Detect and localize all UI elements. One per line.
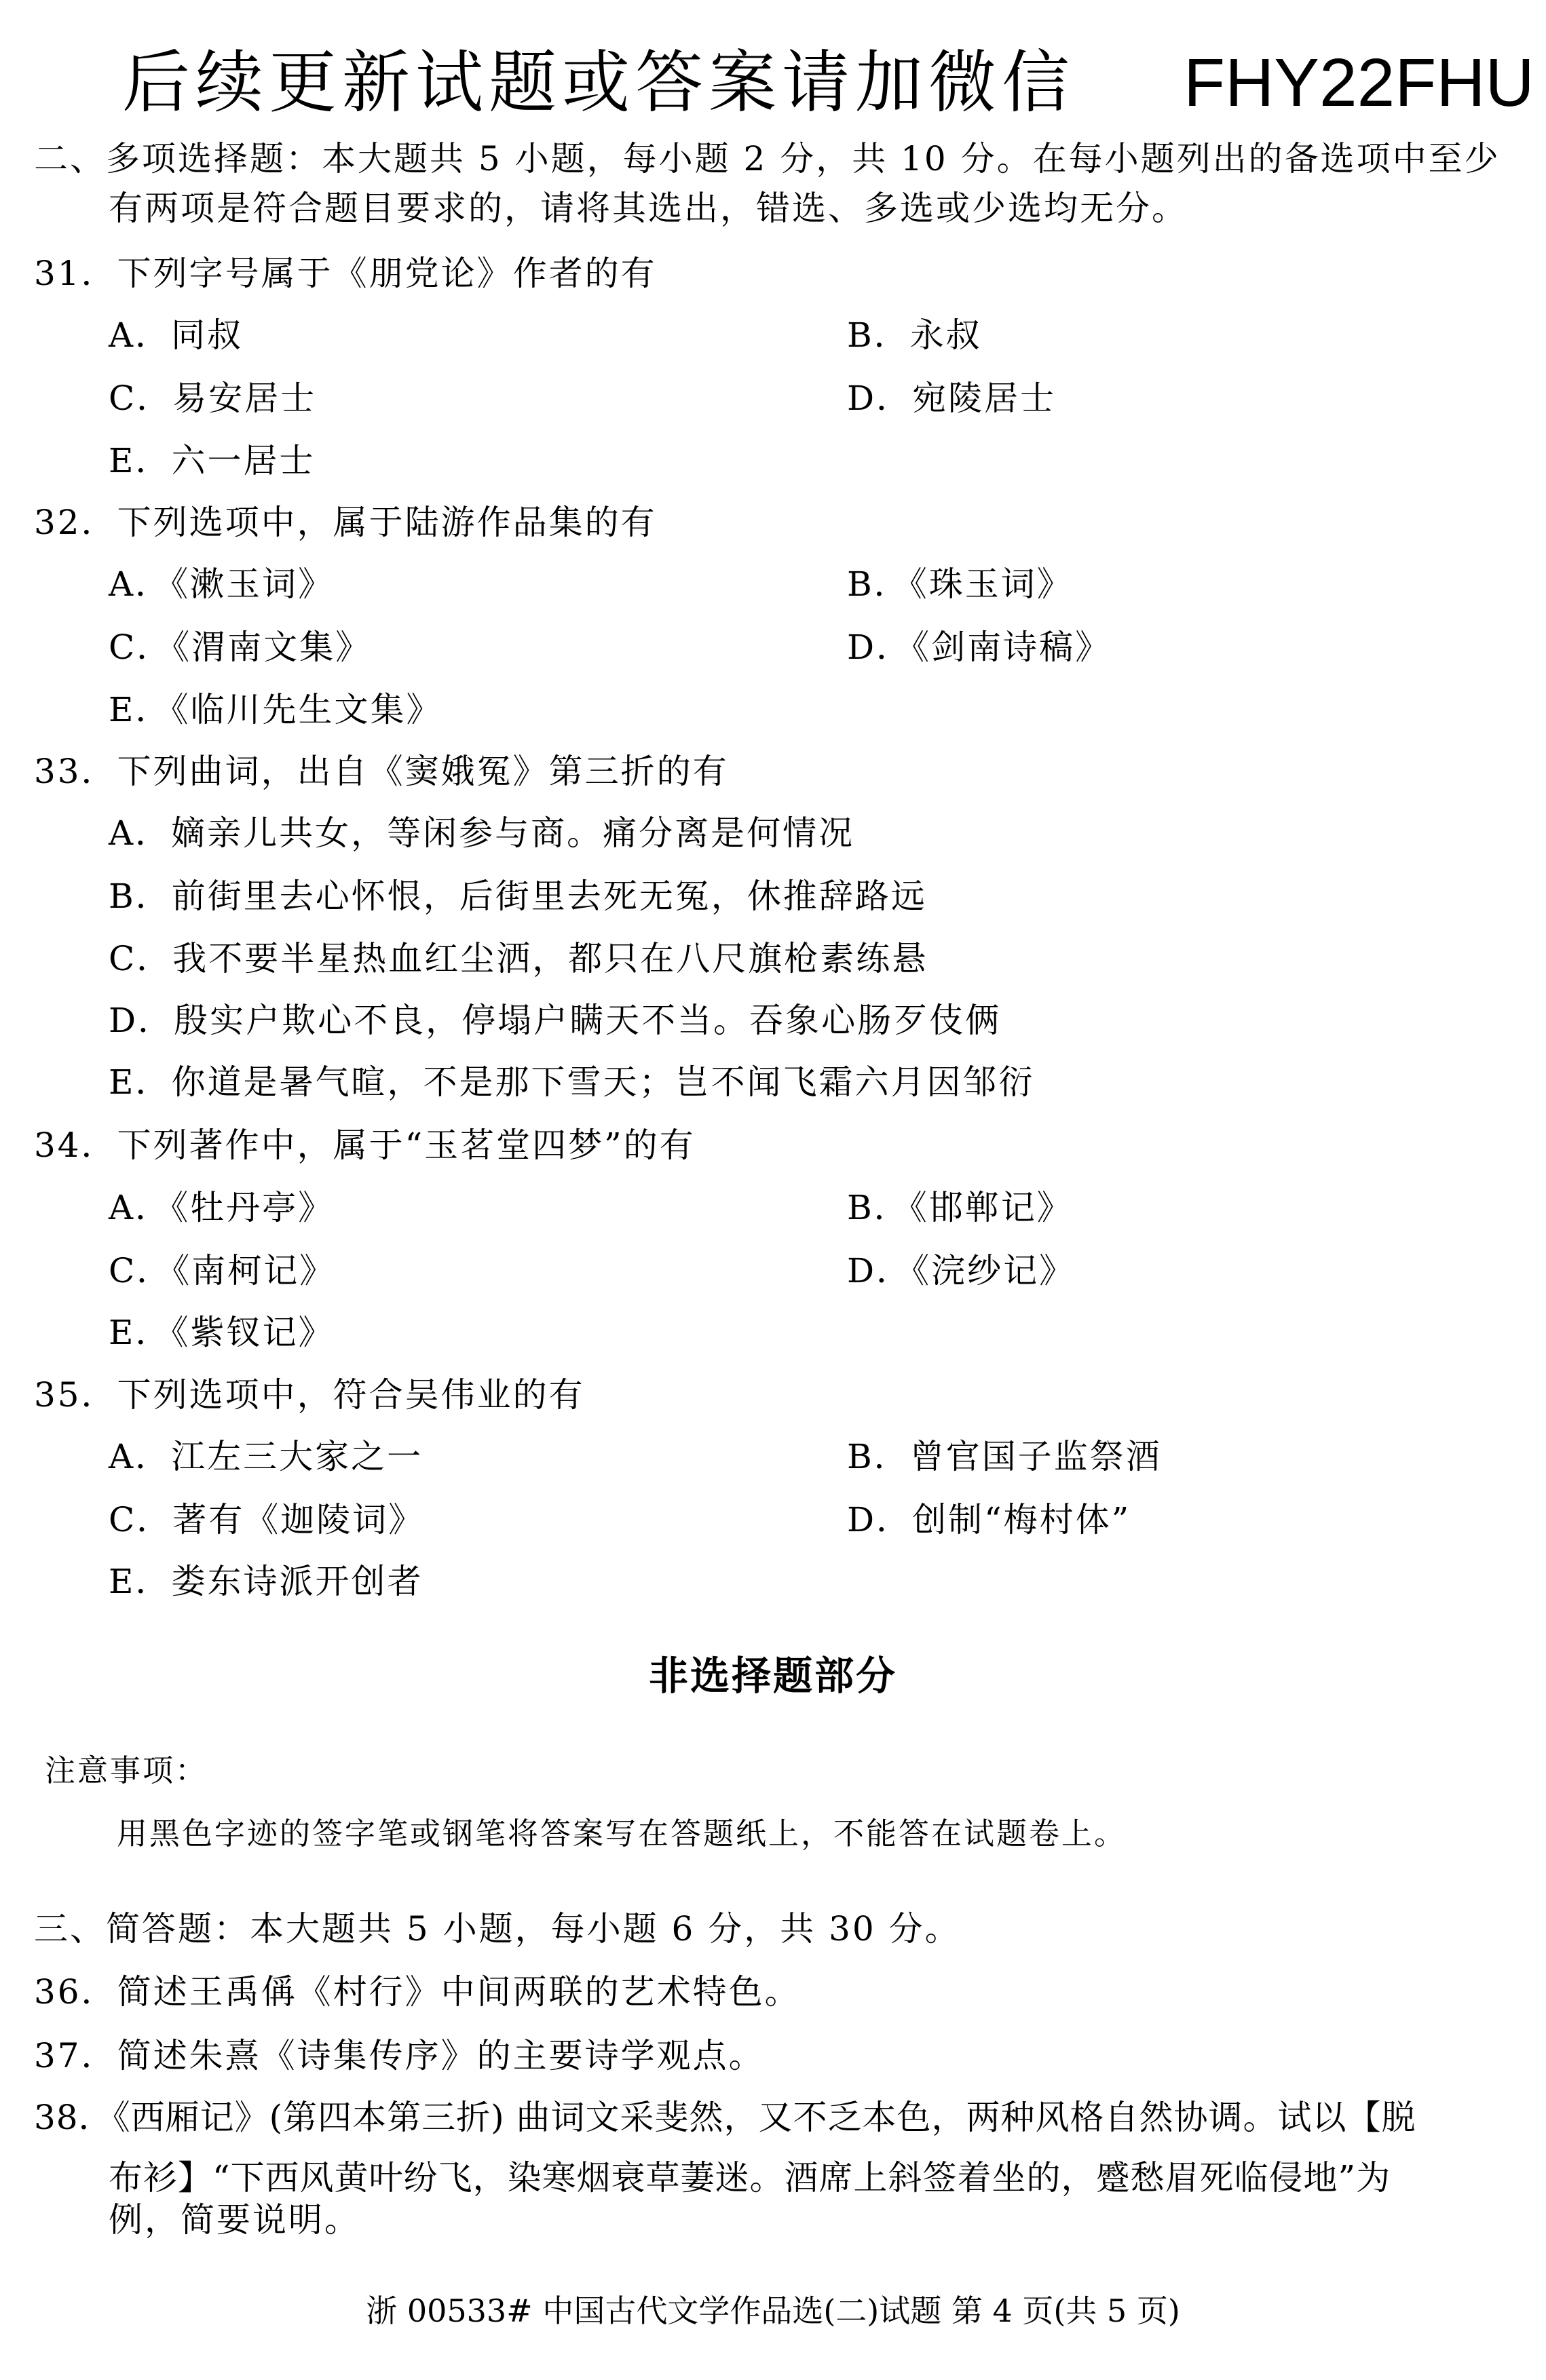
section3-header: 三、简答题：本大题共 5 小题，每小题 6 分，共 30 分。 xyxy=(34,1909,961,1949)
question-37: 37．简述朱熹《诗集传序》的主要诗学观点。 xyxy=(34,2036,765,2075)
option-32-e: E．《临川先生文集》 xyxy=(109,690,442,729)
option-35-d: D．创制“梅村体” xyxy=(847,1500,1131,1539)
question-36: 36．简述王禹偁《村行》中间两联的艺术特色。 xyxy=(34,1972,801,2012)
option-34-d: D．《浣纱记》 xyxy=(847,1251,1076,1290)
option-32-a: A．《漱玉词》 xyxy=(109,564,335,604)
question-38-cont: 布衫】“下西风黄叶纷飞，染寒烟衰草萋迷。酒席上斜签着坐的，蹙愁眉死临侵地”为 xyxy=(109,2158,1391,2197)
option-34-b: B．《邯郸记》 xyxy=(847,1188,1073,1227)
option-31-b: B．永叔 xyxy=(847,315,982,355)
option-35-a: A．江左三大家之一 xyxy=(109,1437,423,1476)
notice-text: 用黑色字迹的签字笔或钢笔将答案写在答题纸上，不能答在试题卷上。 xyxy=(117,1816,1127,1851)
section2-header: 二、多项选择题：本大题共 5 小题，每小题 2 分，共 10 分。在每小题列出的备选项中至少 xyxy=(34,139,1501,178)
option-33-c: C．我不要半星热血红尘洒，都只在八尺旗枪素练悬 xyxy=(109,939,928,978)
question-33: 33．下列曲词，出自《窦娥冤》第三折的有 xyxy=(34,752,729,791)
part-title: 非选择题部分 xyxy=(648,1653,897,1699)
option-33-e: E．你道是暑气暄，不是那下雪天；岂不闻飞霜六月因邹衍 xyxy=(109,1062,1035,1102)
option-33-b: B．前街里去心怀恨，后街里去死无冤，休推辞路远 xyxy=(109,877,927,916)
option-35-b: B．曾官国子监祭酒 xyxy=(847,1437,1162,1476)
option-33-d: D．殷实户欺心不良，停塌户瞒天不当。吞象心肠歹伎俩 xyxy=(109,1001,1002,1040)
question-31: 31．下列字号属于《朋党论》作者的有 xyxy=(34,254,657,293)
option-31-e: E．六一居士 xyxy=(109,441,316,480)
section2-header-cont: 有两项是符合题目要求的，请将其选出，错选、多选或少选均无分。 xyxy=(109,189,1188,228)
question-38: 38．《西厢记》(第四本第三折) 曲词文采斐然，又不乏本色，两种风格自然协调。试以【脱 xyxy=(34,2098,1416,2137)
watermark xyxy=(122,42,1534,123)
watermark-code: FHY22FHU xyxy=(1184,45,1534,121)
option-31-c: C．易安居士 xyxy=(109,379,317,418)
option-35-e: E．娄东诗派开创者 xyxy=(109,1562,423,1601)
option-31-d: D．宛陵居士 xyxy=(847,379,1057,418)
option-33-a: A．嫡亲儿共女，等闲参与商。痛分离是何情况 xyxy=(109,813,855,853)
option-32-b: B．《珠玉词》 xyxy=(847,564,1073,604)
question-32: 32．下列选项中，属于陆游作品集的有 xyxy=(34,503,657,542)
option-34-a: A．《牡丹亭》 xyxy=(109,1188,335,1227)
option-34-e: E．《紫钗记》 xyxy=(109,1313,335,1352)
notice-label: 注意事项： xyxy=(45,1752,208,1788)
page-footer: 浙 00533# 中国古代文学作品选(二)试题 第 4 页(共 5 页) xyxy=(366,2292,1180,2329)
option-31-a: A．同叔 xyxy=(109,315,244,355)
question-34: 34．下列著作中，属于“玉茗堂四梦”的有 xyxy=(34,1126,696,1165)
watermark-text: 后续更新试题或答案请加微信 xyxy=(122,43,1075,122)
question-38-cont2: 例，简要说明。 xyxy=(109,2200,360,2240)
option-32-c: C．《渭南文集》 xyxy=(109,628,372,667)
option-35-c: C．著有《迦陵词》 xyxy=(109,1500,425,1539)
question-35: 35．下列选项中，符合吴伟业的有 xyxy=(34,1375,585,1415)
option-34-c: C．《南柯记》 xyxy=(109,1251,336,1290)
option-32-d: D．《剑南诗稿》 xyxy=(847,628,1112,667)
